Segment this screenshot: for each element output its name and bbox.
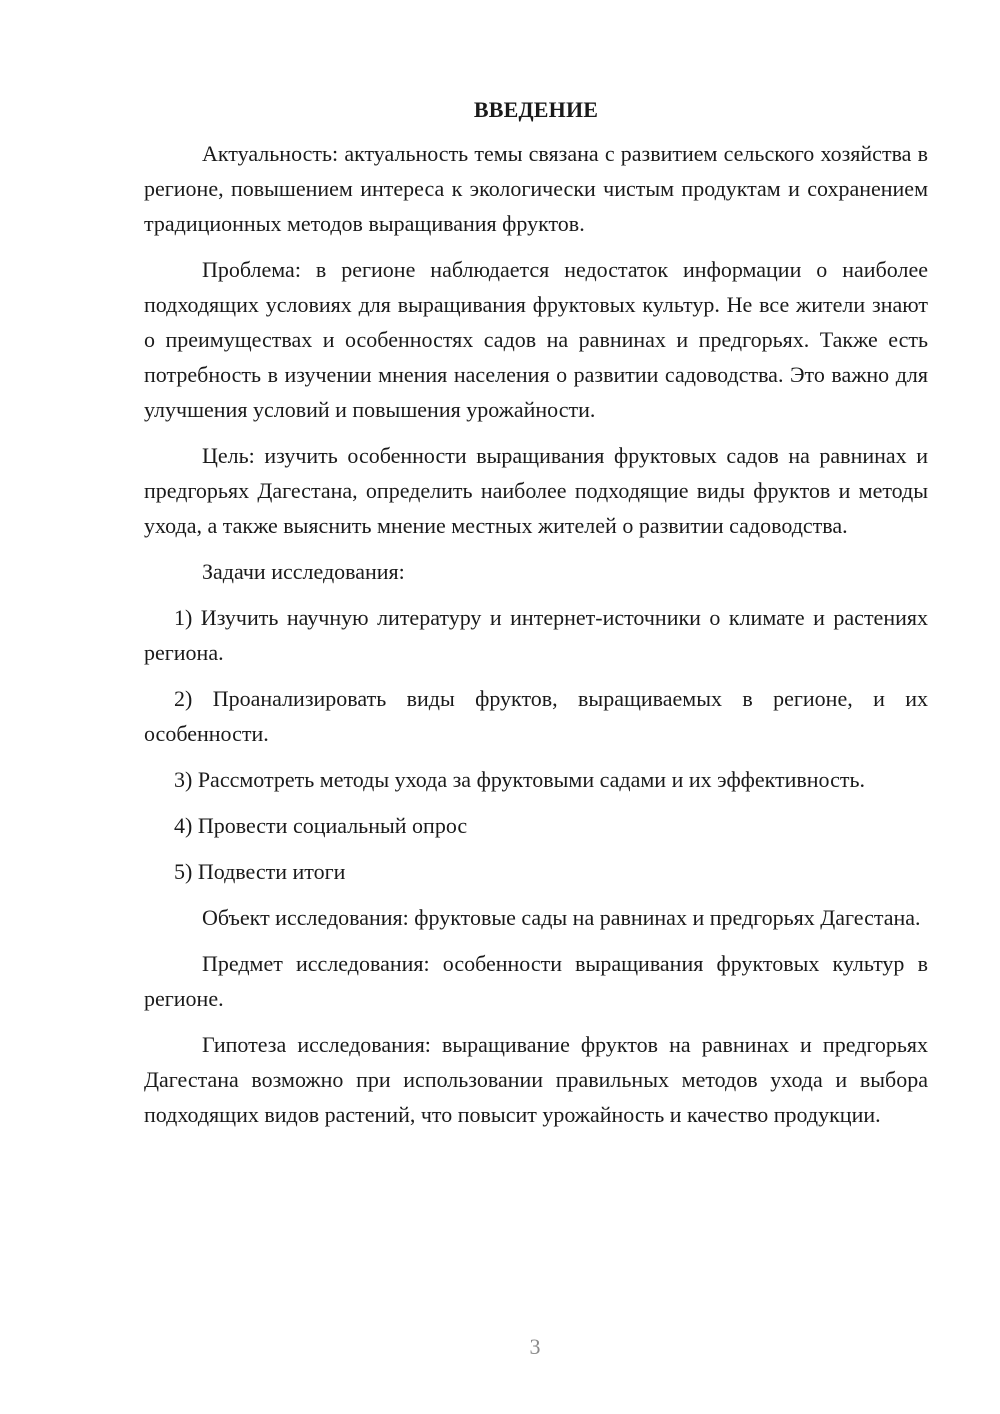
- goal-paragraph: Цель: изучить особенности выращивания фруктовых садов на равнинах и предгорьях Дагестана, определить наиболее подходящие виды фруктов и методы ухода, а также выяснить мнение местных жителей о развитии садоводства.: [144, 443, 928, 538]
- document-page: [144, 92, 928, 1143]
- task-item: 4) Провести социальный опрос: [174, 813, 468, 838]
- subject-paragraph: Предмет исследования: особенности выращивания фруктовых культур в регионе.: [144, 951, 928, 1011]
- task-item: 1) Изучить научную литературу и интернет-источники о климате и растениях региона.: [144, 605, 928, 665]
- task-item: 5) Подвести итоги: [174, 859, 346, 884]
- task-item: 2) Проанализировать виды фруктов, выращиваемых в регионе, и их особенности.: [144, 686, 928, 746]
- hypothesis-paragraph: Гипотеза исследования: выращивание фруктов на равнинах и предгорьях Дагестана возможно при использовании правильных методов ухода и выбора подходящих видов растений, что повысит урожайность и качество продукции.: [144, 1032, 928, 1127]
- problem-paragraph: Проблема: в регионе наблюдается недостаток информации о наиболее подходящих условиях для выращивания фруктовых культур. Не все жители знают о преимуществах и особенностях садов на равнинах и предгорьях. Также есть потребность в изучении мнения населения о развитии садоводства. Это важно для улучшения условий и повышения урожайности.: [144, 257, 928, 422]
- page-number: 3: [529, 1334, 541, 1359]
- task-item: 3) Рассмотреть методы ухода за фруктовыми садами и их эффективность.: [174, 767, 865, 792]
- tasks-heading: Задачи исследования:: [202, 559, 405, 584]
- object-paragraph: Объект исследования: фруктовые сады на равнинах и предгорьях Дагестана.: [202, 905, 921, 930]
- section-title: ВВЕДЕНИЕ: [473, 97, 599, 122]
- relevance-paragraph: Актуальность: актуальность темы связана с развитием сельского хозяйства в регионе, повышением интереса к экологически чистым продуктам и сохранением традиционных методов выращивания фруктов.: [144, 141, 928, 236]
